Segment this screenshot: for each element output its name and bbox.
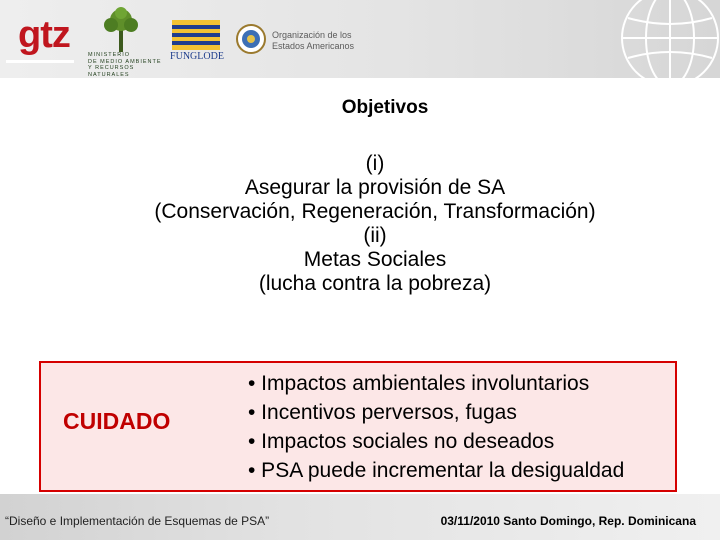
funglode-emblem-icon bbox=[172, 20, 220, 50]
objective-line: (ii) bbox=[363, 224, 387, 247]
footer-date-location: 03/11/2010 Santo Domingo, Rep. Dominicana bbox=[440, 514, 696, 528]
caution-bullet: • Impactos sociales no deseados bbox=[248, 430, 555, 453]
slide-title: Objetivos bbox=[341, 97, 429, 118]
caution-label: CUIDADO bbox=[63, 408, 171, 434]
caution-bullet: • PSA puede incrementar la desigualdad bbox=[248, 459, 625, 482]
ministerio-logo-text: MINISTERIO DE MEDIO AMBIENTE Y RECURSOS NATURALES bbox=[88, 52, 162, 78]
funglode-label: FUNGLODE bbox=[170, 51, 224, 62]
footer-presentation-title: “Diseño e Implementación de Esquemas de PSA” bbox=[5, 514, 270, 528]
caution-bullet: • Incentivos perversos, fugas bbox=[248, 401, 517, 424]
funglode-logo bbox=[168, 20, 226, 66]
gtz-logo: gtz bbox=[18, 14, 70, 56]
header-banner bbox=[0, 0, 720, 78]
caution-bullet-list bbox=[248, 369, 624, 485]
oea-logo-text: Organización de los Estados Americanos bbox=[272, 30, 355, 51]
objective-line: (Conservación, Regeneración, Transformación) bbox=[154, 200, 596, 223]
objective-line: Asegurar la provisión de SA bbox=[244, 176, 506, 199]
objective-line: (lucha contra la pobreza) bbox=[258, 272, 492, 295]
ministerio-tree-icon bbox=[100, 6, 142, 52]
gtz-logo-underline bbox=[6, 60, 74, 63]
globe-icon bbox=[610, 0, 720, 78]
oea-seal-icon bbox=[236, 24, 266, 54]
caution-box bbox=[39, 361, 677, 492]
objectives-block bbox=[0, 152, 720, 296]
footer-bar bbox=[0, 494, 720, 540]
caution-bullet: • Impactos ambientales involuntarios bbox=[248, 372, 590, 395]
objective-line: Metas Sociales bbox=[303, 248, 447, 271]
objective-line: (i) bbox=[365, 152, 385, 175]
